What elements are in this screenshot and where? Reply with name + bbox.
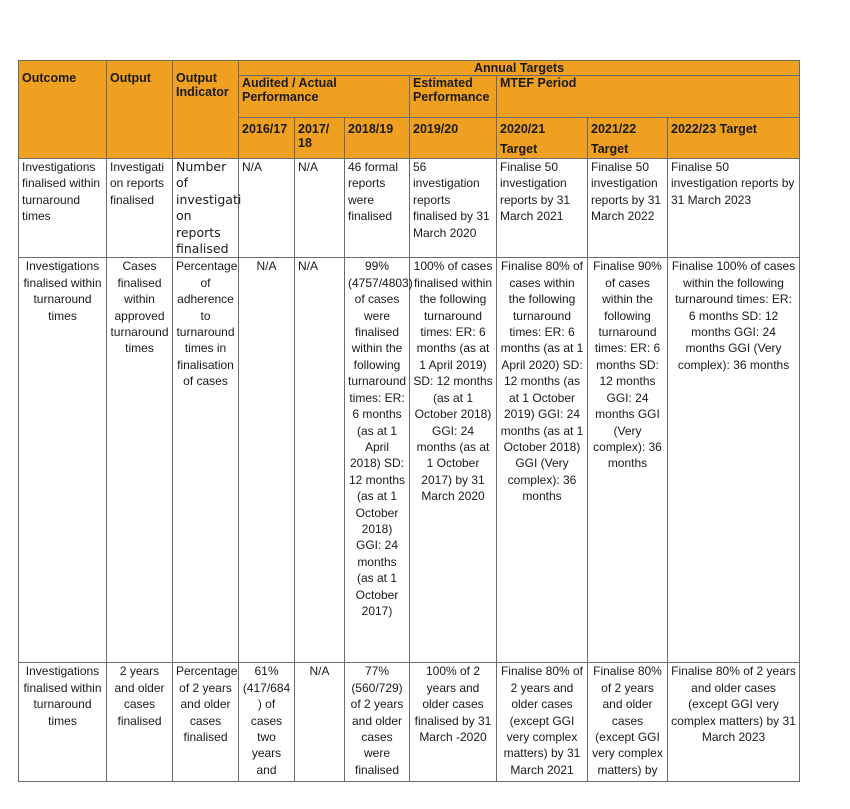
header-output-indicator: Output Indicator (173, 61, 239, 159)
annual-targets-table (18, 60, 800, 782)
cell-2020: Finalise 80% of cases within the following turnaround times: ER: 6 months (as at 1 April 2020) SD: 12 months (as at 1 October 2019) GGI: 24 months (as at 1 October 2018) GGI (Very complex): 36 months (497, 258, 588, 663)
header-output: Output (107, 61, 173, 159)
cell-output: Investigati on reports finalised (107, 159, 173, 258)
cell-2022: Finalise 100% of cases within the following turnaround times: ER: 6 months SD: 12 months GGI: 24 months GGI (Very complex): 36 months (668, 258, 800, 663)
header-outcome: Outcome (19, 61, 107, 159)
cell-output: Cases finalised within approved turnaround times (107, 258, 173, 663)
header-year-2020-label: 2020/21 (500, 122, 546, 136)
header-target-2021: Target (591, 142, 629, 156)
cell-2018: 77% (560/729) of 2 years and older cases were finalised (345, 663, 410, 782)
cell-2019: 56 investigation reports finalised by 31 March 2020 (410, 159, 497, 258)
cell-indicator: Percentage of adherence to turnaround times in finalisation of cases (173, 258, 239, 663)
table-row (19, 663, 800, 782)
cell-outcome: Investigations finalised within turnaround times (19, 663, 107, 782)
cell-2016: N/A (239, 258, 295, 663)
header-year-2022: 2022/23 Target (668, 118, 800, 159)
header-year-2017: 2017/ 18 (295, 118, 345, 159)
cell-2021: Finalise 50 investigation reports by 31 March 2022 (588, 159, 668, 258)
header-mtef: MTEF Period (497, 76, 800, 118)
header-year-2021 (588, 118, 668, 159)
header-year-2019: 2019/20 (410, 118, 497, 159)
cell-2016: N/A (239, 159, 295, 258)
table-row (19, 258, 800, 663)
cell-indicator: Percentage of 2 years and older cases finalised (173, 663, 239, 782)
cell-2018: 99% (4757/4803) of cases were finalised within the following turnaround times: ER: 6 months (as at 1 April 2018) SD: 12 months (as at 1 October 2018) GGI: 24 months (as at 1 October 2017) (345, 258, 410, 663)
cell-2022: Finalise 50 investigation reports by 31 March 2023 (668, 159, 800, 258)
cell-2016: 61% (417/684 ) of cases two years and (239, 663, 295, 782)
cell-2018: 46 formal reports were finalised (345, 159, 410, 258)
cell-2019: 100% of cases finalised within the following turnaround times: ER: 6 months (as at 1 April 2019) SD: 12 months (as at 1 October 2018) GGI: 24 months (as at 1 October 2017) by 31 March 2020 (410, 258, 497, 663)
cell-2017: N/A (295, 258, 345, 663)
cell-output: 2 years and older cases finalised (107, 663, 173, 782)
header-annual-targets: Annual Targets (239, 61, 800, 76)
header-year-2020 (497, 118, 588, 159)
cell-2017: N/A (295, 663, 345, 782)
cell-outcome: Investigations finalised within turnaround times (19, 258, 107, 663)
header-target-2020: Target (500, 142, 538, 156)
cell-2021: Finalise 90% of cases within the following turnaround times: ER: 6 months SD: 12 months GGI: 24 months GGI (Very complex): 36 months (588, 258, 668, 663)
table-row (19, 159, 800, 258)
cell-indicator: Number of investigati on reports finalised (173, 159, 239, 258)
cell-2020: Finalise 80% of 2 years and older cases (except GGI very complex matters) by 31 March 2021 (497, 663, 588, 782)
header-year-2018: 2018/19 (345, 118, 410, 159)
header-year-2021-label: 2021/22 (591, 122, 637, 136)
header-estimated: Estimated Performance (410, 76, 497, 118)
cell-2020: Finalise 50 investigation reports by 31 March 2021 (497, 159, 588, 258)
header-audited: Audited / Actual Performance (239, 76, 410, 118)
cell-outcome: Investigations finalised within turnaround times (19, 159, 107, 258)
cell-2017: N/A (295, 159, 345, 258)
cell-2021: Finalise 80% of 2 years and older cases (except GGI very complex matters) by (588, 663, 668, 782)
header-year-2016: 2016/17 (239, 118, 295, 159)
cell-2019: 100% of 2 years and older cases finalised by 31 March -2020 (410, 663, 497, 782)
cell-2022: Finalise 80% of 2 years and older cases (except GGI very complex matters) by 31 March 2023 (668, 663, 800, 782)
